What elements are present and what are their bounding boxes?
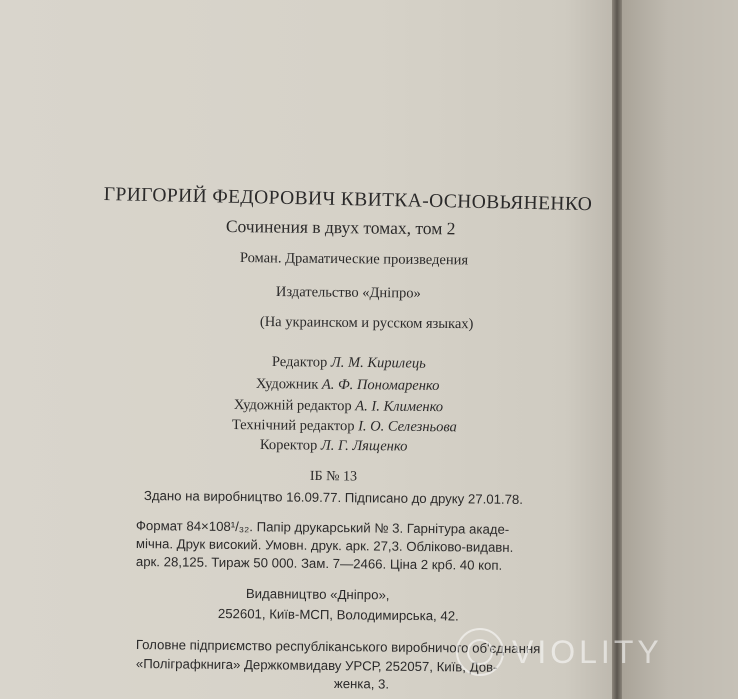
publisher-address-street: 252601, Київ-МСП, Володимирська, 42. [217,606,459,624]
credit-line [272,354,426,373]
watermark-text: VIOLITY [512,633,663,670]
credit-line [260,437,408,456]
printer-line-3: женка, 3. [333,676,390,692]
credit-role: Художній редактор [233,397,352,415]
credit-line [232,417,457,436]
format-line-3: арк. 28,125. Тираж 50 000. Зам. 7—2466. Ціна 2 крб. 40 коп. [135,554,503,573]
credit-name: Л. М. Кирилець [330,354,426,372]
publisher-name: Издательство «Дніпро» [275,284,421,302]
book-contents: Роман. Драматические произведения [239,250,469,269]
credit-name: Л. Г. Лященко [320,437,408,455]
credit-role: Художник [255,376,319,393]
ib-number: ІБ № 13 [309,469,358,485]
printer-line-2: «Поліграфкнига» Держкомвидаву УРСР, 252057, Київ, Дов- [135,656,498,675]
language-note: (На украинском и русском языках) [259,314,474,333]
adjacent-page [622,0,738,699]
credit-name: А. Ф. Пономаренко [321,376,440,394]
book-gutter [612,0,622,699]
format-line-2: мічна. Друк високий. Умовн. друк. арк. 27,3. Обліково-видавн. [135,536,514,555]
credit-name: І. О. Селезньова [358,418,457,436]
credit-line [256,376,440,395]
author-name: ГРИГОРИЙ ФЕДОРОВИЧ КВИТКА-ОСНОВЬЯНЕНКО [103,184,593,216]
credit-role: Коректор [259,437,318,454]
credit-role: Технічний редактор [231,417,355,435]
credit-line [234,397,443,416]
watermark-logo-icon [456,628,504,676]
publisher-address-name: Видавництво «Дніпро», [245,586,390,603]
format-line-1: Формат 84×108¹/₃₂. Папір друкарський № 3. Гарнітура акаде- [135,518,510,537]
book-title: Сочинения в двух томах, том 2 [225,216,456,239]
credit-name: А. І. Клименко [355,398,444,416]
printer-line-1: Головне підприємство республіканського виробничого об'єднання [135,637,541,657]
production-dates: Здано на виробництво 16.09.77. Підписано до друку 27.01.78. [143,488,524,507]
watermark [456,628,663,676]
credit-role: Редактор [271,354,328,371]
